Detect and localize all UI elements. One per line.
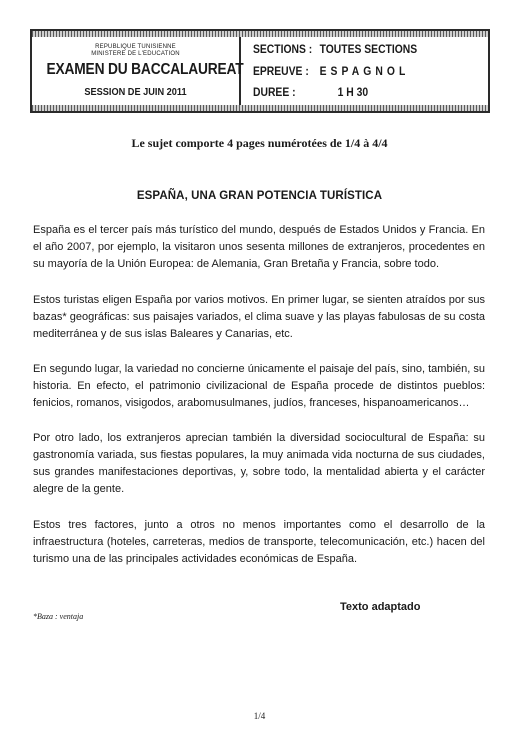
duree-value: 1 H 30 [337, 87, 369, 99]
epreuve-label: EPREUVE : [253, 66, 309, 78]
duree-label: DUREE : [253, 87, 296, 99]
paragraph-2: Estos turistas eligen España por varios motivos. En primer lugar, se sienten atraídos por sus bazas* geográficas: sus paisajes variados, el clima suave y las playas fabulosas de su costa mediterránea y de sus islas Baleares y Canarias, etc. [33, 294, 485, 340]
page-number: 1/4 [253, 711, 266, 721]
exam-title: EXAMEN DU BACCALAUREAT [46, 61, 244, 78]
sections-row [253, 44, 417, 56]
epreuve-row [253, 66, 409, 78]
session-label: SESSION DE JUIN 2011 [84, 87, 187, 98]
duree-row [253, 87, 368, 99]
source-note: Texto adaptado [340, 601, 421, 613]
text-title: ESPAÑA, UNA GRAN POTENCIA TURÍSTICA [136, 190, 383, 202]
exam-header [30, 29, 490, 113]
sections-value: TOUTES SECTIONS [319, 44, 418, 56]
paragraph-3: En segundo lugar, la variedad no concierne únicamente el paisaje del país, sino, también, su historia. En efecto, el patrimonio civilizacional de España procede de distintos pueblos: fenicios, romanos, visigodos, arabomusulmanes, judíos, franceses, hispanoamericanos… [33, 363, 485, 409]
paragraph-1: España es el tercer país más turístico del mundo, después de Estados Unidos y Francia. En el año 2007, por ejemplo, la visitaron unos sesenta millones de extranjeros, procedentes en su mayoría de la Unión Europea: de Alemania, Gran Bretaña y Francia, sobre todo. [33, 224, 485, 270]
paragraph-4: Por otro lado, los extranjeros aprecian también la diversidad sociocultural de España: su gastronomía variada, sus fiestas populares, la muy animada vida nocturna de sus ciudades, sus grandes manifestaciones deportivas, y, sobre todo, la mentalidad abierta y el carácter alegre de la gente. [33, 432, 485, 495]
subject-note: Le sujet comporte 4 pages numérotées de 1/4 à 4/4 [131, 136, 388, 150]
header-right-panel [243, 37, 488, 105]
epreuve-value: ESPAGNOL [319, 66, 410, 78]
paragraph-5: Estos tres factores, junto a otros no menos importantes como el desarrollo de la infraestructura (hoteles, carreteras, medios de transporte, telecomunicación, etc.) hacen del turismo una de las principales actividades económicas de España. [33, 519, 485, 565]
footnote: *Baza : ventaja [33, 612, 84, 621]
header-bottom-stripe [32, 105, 488, 111]
sections-label: SECTIONS : [253, 44, 313, 56]
republic-label: REPUBLIQUE TUNISIENNE [95, 44, 176, 50]
header-left-panel [32, 37, 244, 105]
ministry-label: MINISTERE DE L'EDUCATION [91, 51, 180, 57]
